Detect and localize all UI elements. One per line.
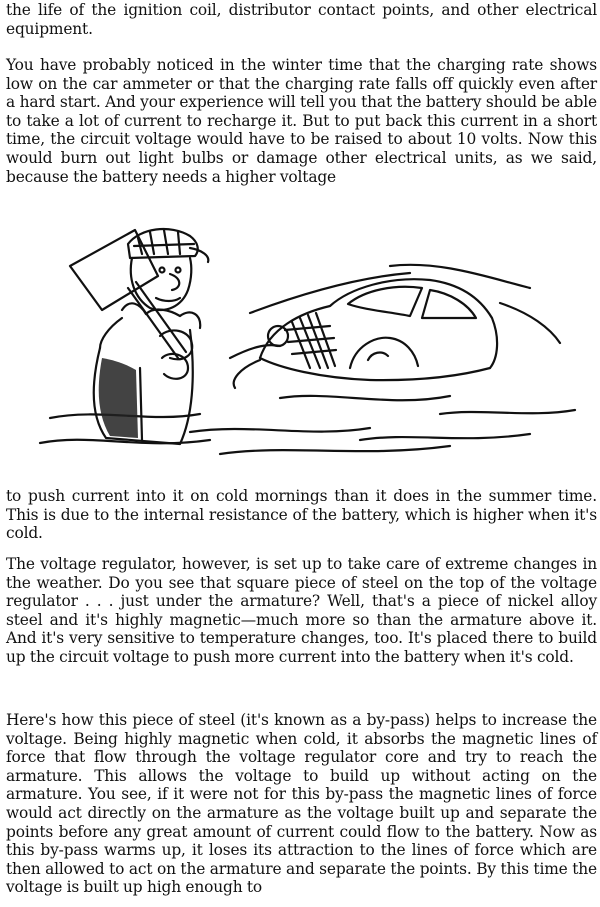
paragraph-cold-mornings: to push current into it on cold mornings than it does in the summer time. This is due to the internal resistance of the battery, which is higher when it's cold.: [6, 487, 597, 543]
paragraph-ignition-coil: the life of the ignition coil, distributor contact points, and other electrical equipment.: [6, 1, 597, 38]
paragraph-voltage-regulator: The voltage regulator, however, is set up to take care of extreme changes in the weather. Do you see that square piece of steel on the top of the voltage regulator . . . just under the armature? Well, that's a piece of nickel alloy steel and it's highly magnetic—much more so than the armature above it. And it's very sensitive to temperature changes, too. It's placed there to build up the circuit voltage to push more current into the battery when it's cold.: [6, 555, 597, 666]
paragraph-by-pass: Here's how this piece of steel (it's known as a by-pass) helps to increase the voltage. Being highly magnetic when cold, it absorbs the magnetic lines of force that flow through the voltage regulator core and try to reach the armature. This allows the voltage to build up without acting on the armature. You see, if it were not for this by-pass the magnetic lines of force would act directly on the armature as the voltage built up and separate the points before any great amount of current could flow to the battery. Now as this by-pass warms up, it loses its attraction to the lines of force which are then allowed to act on the armature and separate the points. By this time the voltage is built up high enough to: [6, 711, 597, 897]
paragraph-charging-rate: You have probably noticed in the winter time that the charging rate shows low on the car ammeter or that the charging rate falls off quickly even after a hard start. And your experience will tell you that the battery should be able to take a lot of current to recharge it. But to put back this current in a short time, the circuit voltage would have to be raised to about 10 volts. Now this would burn out light bulbs or damage other electrical units, as we said, because the battery needs a higher voltage: [6, 56, 597, 186]
cartoon-man-shovel-snowbound-car-icon: [30, 218, 590, 468]
cartoon-illustration: [30, 218, 590, 468]
